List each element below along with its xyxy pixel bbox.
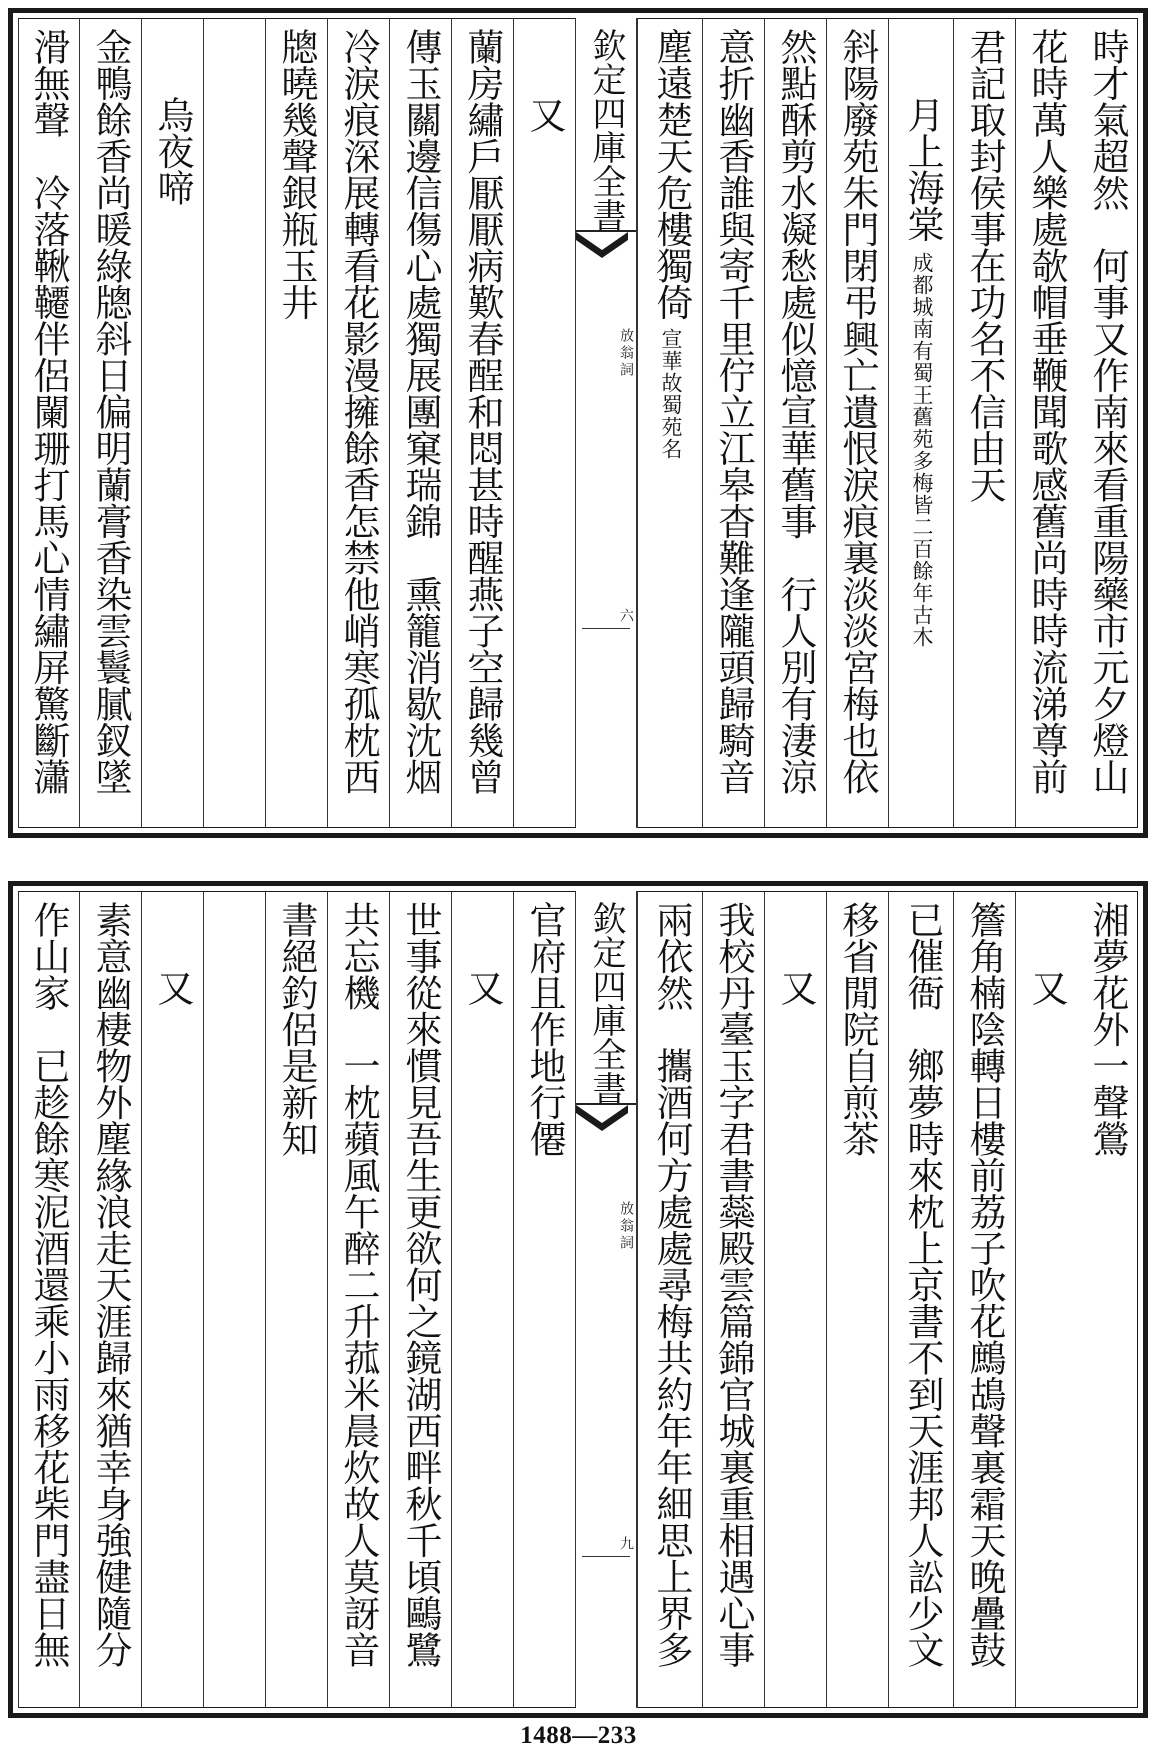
text-column xyxy=(79,891,141,1708)
poem-title-column xyxy=(141,18,203,828)
column-text: 共忘機 一枕蘋風午醉二升菰米晨炊故人莫訝音 xyxy=(337,901,380,1668)
bottom-page-spread xyxy=(8,881,1148,1718)
text-column xyxy=(265,18,327,828)
column-text: 簷角楠陰轉日樓前荔子吹花鷓鴣聲裏霜天晚疊鼓 xyxy=(963,901,1006,1668)
annotation-line: 多梅皆二百餘年古木 xyxy=(910,450,934,648)
book-name: 放翁詞 xyxy=(618,328,634,379)
column-text: 滑無聲 冷落鞦韆伴侶闌珊打馬心情繡屏驚斷瀟 xyxy=(27,28,70,795)
text-column xyxy=(637,891,702,1708)
text-column xyxy=(265,891,327,1708)
column-text: 兩依然 攜酒何方處處尋梅共約年年細思上界多 xyxy=(650,901,693,1668)
fold-rule xyxy=(582,628,630,629)
poem-title: 烏夜啼 xyxy=(151,96,194,206)
siku-quanshu-title: 欽定四庫全書 xyxy=(586,28,626,232)
fold-rule xyxy=(582,1556,630,1557)
column-text: 世事從來慣見吾生更欲何之鏡湖西畔秋千頃鷗鷺 xyxy=(399,901,442,1668)
text-column xyxy=(327,18,389,828)
empty-column xyxy=(203,18,265,828)
poem-title: 又 xyxy=(151,969,194,1006)
column-text: 時才氣超然 何事又作南來看重陽藥市元夕燈山 xyxy=(1086,28,1129,795)
annotation-line: 成都城南有蜀王舊苑 xyxy=(910,252,934,450)
column-text: 已催衙 鄉夢時來枕上京書不到天涯邦人訟少文 xyxy=(901,901,944,1668)
leaf-number: 六 xyxy=(618,608,634,622)
leaf-number: 九 xyxy=(618,1536,634,1550)
text-column xyxy=(513,891,575,1708)
text-column xyxy=(764,18,826,828)
poem-title-column xyxy=(1015,891,1077,1708)
column-text: 金鴨餘香尚暖綠牕斜日偏明蘭膏香染雲鬟膩釵墜 xyxy=(89,28,132,795)
text-column xyxy=(953,18,1015,828)
text-column xyxy=(826,891,888,1708)
top-page-spread xyxy=(8,8,1148,838)
text-column xyxy=(953,891,1015,1708)
column-text: 蘭房繡戶厭厭病歎春酲和悶甚時醒燕子空歸幾曾 xyxy=(461,28,504,795)
poem-title-column xyxy=(141,891,203,1708)
fishtail-mark xyxy=(576,230,636,260)
fold-column xyxy=(575,18,637,828)
poem-title-column xyxy=(513,18,575,828)
text-column xyxy=(18,18,79,828)
text-column xyxy=(637,18,702,828)
poem-title: 又 xyxy=(774,969,817,1006)
text-column xyxy=(327,891,389,1708)
text-column xyxy=(451,18,513,828)
column-text: 意折幽香誰與寄千里佇立江皋杳難逢隴頭歸騎音 xyxy=(712,28,755,795)
column-text: 書絕釣侶是新知 xyxy=(275,901,318,1157)
empty-column xyxy=(203,891,265,1708)
page-number: 1488—233 xyxy=(520,1722,637,1749)
poem-title: 又 xyxy=(523,96,566,133)
column-text: 塵遠楚天危樓獨倚 xyxy=(650,28,693,320)
text-column xyxy=(389,18,451,828)
poem-title-column xyxy=(888,18,953,828)
text-column xyxy=(18,891,79,1708)
poem-title-with-note xyxy=(889,96,953,822)
poem-title: 又 xyxy=(1025,969,1068,1006)
poem-title: 月上海棠 xyxy=(901,96,944,242)
text-column xyxy=(826,18,888,828)
text-column xyxy=(1077,18,1138,828)
poem-title-column xyxy=(764,891,826,1708)
siku-quanshu-title: 欽定四庫全書 xyxy=(586,901,626,1105)
poem-title-column xyxy=(451,891,513,1708)
column-text: 冷淚痕深展轉看花影漫擁餘香怎禁他峭寒孤枕西 xyxy=(337,28,380,795)
annotation-line: 蜀苑名 xyxy=(659,394,683,460)
text-column xyxy=(79,18,141,828)
column-text: 素意幽棲物外塵緣浪走天涯歸來猶幸身強健隨分 xyxy=(89,901,132,1668)
column-text: 花時萬人樂處欹帽垂鞭聞歌感舊尚時時流涕尊前 xyxy=(1025,28,1068,795)
column-text: 牕曉幾聲銀瓶玉井 xyxy=(275,28,318,320)
book-name: 放翁詞 xyxy=(618,1201,634,1252)
column-text: 湘夢花外一聲鶯 xyxy=(1086,901,1129,1157)
column-text xyxy=(204,28,265,822)
column-text: 我校丹臺玉字君書蘂殿雲篇錦官城裏重相遇心事 xyxy=(712,901,755,1668)
column-text xyxy=(204,901,265,1702)
column-text: 作山家 已趁餘寒泥酒還乘小雨移花柴門盡日無 xyxy=(27,901,70,1668)
text-column xyxy=(702,891,764,1708)
text-column xyxy=(702,18,764,828)
poem-title: 又 xyxy=(461,969,504,1006)
column-text: 移省閒院自煎茶 xyxy=(836,901,879,1157)
fishtail-mark xyxy=(576,1103,636,1133)
column-text: 斜陽廢苑朱門閉弔興亡遺恨淚痕裏淡淡宮梅也依 xyxy=(836,28,879,795)
column-text-with-note xyxy=(638,28,702,822)
text-column xyxy=(1077,891,1138,1708)
annotation-line: 宣華故 xyxy=(659,328,683,394)
text-column xyxy=(389,891,451,1708)
column-text: 傳玉關邊信傷心處獨展團窠瑞錦 熏籠消歇沈烟 xyxy=(399,28,442,795)
column-text: 君記取封侯事在功名不信由天 xyxy=(963,28,1006,503)
text-column xyxy=(1015,18,1077,828)
fold-column xyxy=(575,891,637,1708)
column-text: 官府且作地行僊 xyxy=(523,901,566,1157)
text-column xyxy=(888,891,953,1708)
column-text: 然點酥剪水凝愁處似憶宣華舊事 行人別有淒涼 xyxy=(774,28,817,795)
